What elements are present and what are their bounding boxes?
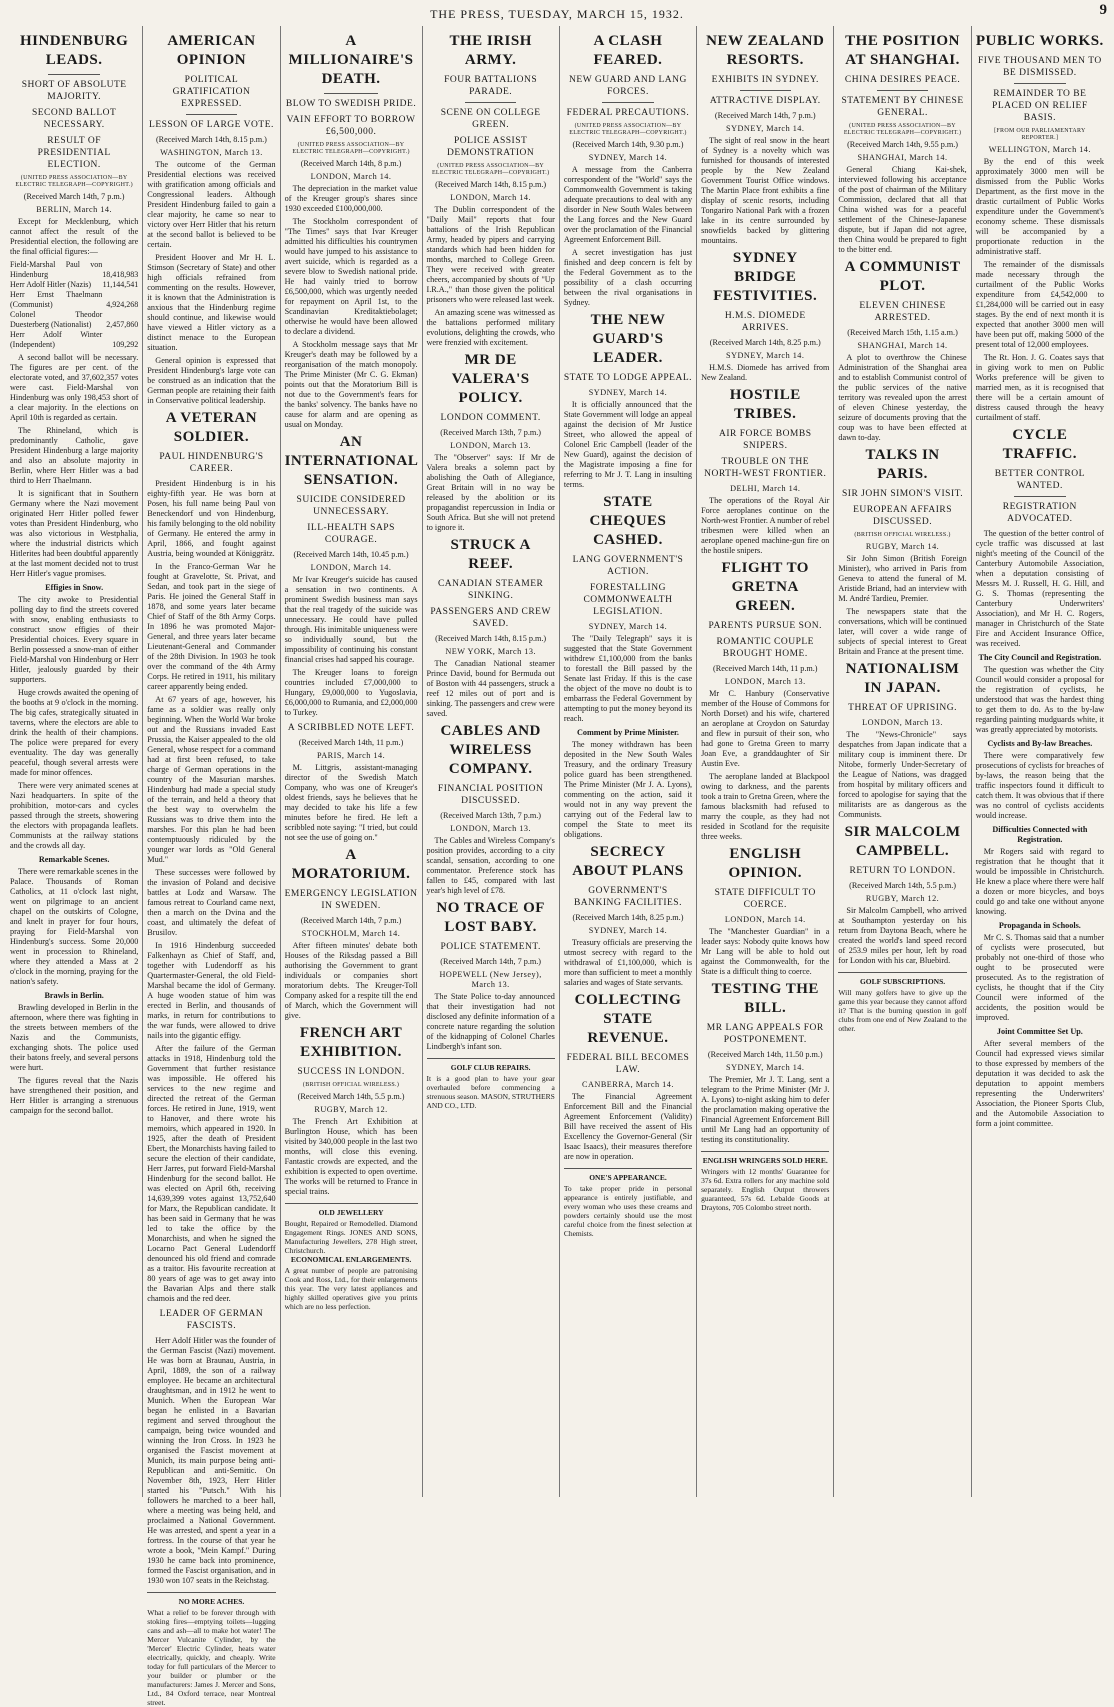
paragraph: The city awoke to Presidential polling day to find the streets covered with snow, enabling enthusiasts to construct snow effigies of their Presidential choices. Every square in Berlin possessed a snow-man of either Field-Marshal von Hindenburg or Herr Hitler, jealously guarded by their supporters. <box>10 595 139 684</box>
headline: A MORATORIUM. <box>291 847 411 882</box>
ad-title: GOLF SUBSCRIPTIONS. <box>859 977 946 986</box>
deck: LESSON OF LARGE VOTE. <box>149 120 274 130</box>
headline: NATIONALISM IN JAPAN. <box>845 661 960 696</box>
dateline: SYDNEY, March 14. <box>588 622 668 631</box>
paragraph: The question of the better control of cycle traffic was discussed at last night's meeting of the Council of the Canterbury Automobile Association, when a deputation consisting of Messrs M. J. Russell, H. G. Hill, and G. S. Thomas (representing the Canterbury Underwriters' Association), and Mr H. C. Rogers, manager in Christchurch of the State Fire and Accident Insurance Office, was received. <box>975 529 1104 648</box>
deck: SUCCESS IN LONDON. <box>297 1067 405 1077</box>
paragraph: The "Manchester Guardian" in a leader says: Nobody quite knows how Mr Lang will be able to hold out against the Commonwealth, for the State is a difficult thing to coerce. <box>701 927 830 976</box>
paragraph: General opinion is expressed that President Hindenburg's large vote can be construed as an indication that the German people are retaining their faith in Conservative political leadership. <box>147 356 276 405</box>
column-hindenburg <box>6 26 142 1497</box>
ad-text: It is a good plan to have your gear overhauled before commencing a strenuous season. MASON, STRUTHERS AND CO., LTD. <box>426 1074 555 1110</box>
column-public-works <box>971 26 1108 1497</box>
advertisement <box>838 972 966 1033</box>
deck: LEADER OF GERMAN FASCISTS. <box>159 1309 264 1331</box>
deck: LONDON COMMENT. <box>440 413 541 423</box>
wire-credit: (UNITED PRESS ASSOCIATION—BY ELECTRIC TELEGRAPH—COPYRIGHT.) <box>843 123 962 136</box>
deck: H.M.S. DIOMEDE ARRIVES. <box>724 311 806 333</box>
deck: SIR JOHN SIMON'S VISIT. <box>842 489 964 499</box>
paragraph: By the end of this week approximately 3000 men will be dismissed from the Public Works Department, as the first move in the drastic curtailment of Public Works expenditure under the Government's economy scheme. These dismissals will be accompanied by a proportionate reduction in the administrative staff. <box>975 157 1104 256</box>
headline: TALKS IN PARIS. <box>865 447 940 482</box>
deck: POLITICAL GRATIFICATION EXPRESSED. <box>172 75 251 109</box>
ad-text: A great number of people are patronising Cook and Ross, Ltd., for their enlargements this year. The very latest appliances and highly skilled operatives give you prints which are no less perfection. <box>284 1266 418 1311</box>
ad-title: ECONOMICAL ENLARGEMENTS. <box>290 1255 412 1264</box>
deck: MR LANG APPEALS FOR POSTPONEMENT. <box>706 1023 824 1045</box>
dateline: NEW YORK, March 13. <box>445 647 536 656</box>
paragraph: Herr Adolf Hitler was the founder of the German Fascist (Nazi) movement. He was born at Braunau, Austria, in April, 1889, the son of a railway employee. He became an architectural draughtsman, and in 1912 he went to Munich. When the European War began he enlisted in a Bavarian regiment and served throughout the campaign, being twice wounded and winning the Iron Cross. In 1923 he organised the Fascist movement at Munich, its main purpose being anti-Republican and anti-Semitic. On November 8th, 1923, Herr Hitler started his "Putsch." With his followers he marched to a beer hall, where a meeting was being held, and proclaimed a National Government. He was arrested, and spent a year in a fortress. In the course of that year he wrote a book, "Mein Kampf." During 1930 he came back into prominence, formed the Fascist organisation, and in 1930 won 107 seats in the Reichstag. <box>147 1336 276 1585</box>
wire-credit: (UNITED PRESS ASSOCIATION—BY ELECTRIC TELEGRAPH—COPYRIGHT.) <box>15 175 133 188</box>
deck: PASSENGERS AND CREW SAVED. <box>430 607 551 629</box>
headline: ENGLISH OPINION. <box>728 846 803 881</box>
received-line: (Received March 14th, 11.50 p.m.) <box>707 1050 823 1059</box>
deck: STATE DIFFICULT TO COERCE. <box>714 888 816 910</box>
headline: THE IRISH ARMY. <box>449 33 532 68</box>
paragraph: A second ballot will be necessary. The figures are per cent. of the electorate voted, and 37,602,357 votes were cast. Field-Marshal von Hindenburg was only 198,453 short of a clear majority. In the elections on April 10th is regarded as certain. <box>10 353 139 422</box>
dateline: RUGBY, March 12. <box>865 894 940 903</box>
ad-title: ONE'S APPEARANCE. <box>589 1173 667 1182</box>
dateline: WELLINGTON, March 14. <box>988 145 1091 154</box>
advertisement <box>564 1168 692 1238</box>
paragraph: The money withdrawn has been deposited in the New South Wales Treasury, and the ordinary Treasury police guard has been strengthened. The Prime Minister (Mr J. A. Lyons), commenting on the action, said it would not in any way prevent the carrying out of the Federal law to compel the State to meet its obligations. <box>563 740 693 839</box>
paragraph: Except for Mecklenburg, which cannot affect the result of the Presidential election, the following are the final official figures:— <box>10 217 139 256</box>
headline: THE POSITION AT SHANGHAI. <box>845 33 960 68</box>
received-line: (Received March 14th, 8.15 p.m.) <box>155 135 267 144</box>
deck: FEDERAL PRECAUTIONS. <box>566 108 690 118</box>
headline: FLIGHT TO GRETNA GREEN. <box>721 560 809 614</box>
masthead <box>0 0 1114 22</box>
column-american-opinion <box>142 26 279 1707</box>
headline: FRENCH ART EXHIBITION. <box>299 1025 403 1060</box>
headline: STRUCK A REEF. <box>450 537 531 572</box>
paragraph: These successes were followed by the invasion of Poland and decisive battles at Lodz and Warsaw. The famous retreat to Courland came next, then a march on the Dvina and the coast, and ultimately the defeat of Brusilov. <box>147 868 276 937</box>
candidate-name: Herr Adolf Hitler (Nazis) <box>10 280 92 289</box>
deck: SUICIDE CONSIDERED UNNECESSARY. <box>296 495 406 517</box>
headline: AMERICAN OPINION <box>167 33 256 68</box>
paragraph: The "News-Chronicle" says despatches from Japan indicate that a military coup is imminent there. Dr Nitobe, formerly Under-Secretary of the League of Nations, was dragged from hospital by military officers and forced to apologise for saying that the militarists are as dangerous as the Communists. <box>838 730 967 819</box>
deck: SECOND BALLOT NECESSARY. <box>31 108 117 130</box>
candidate-name: Field-Marshal Paul von Hindenburg <box>10 260 103 279</box>
paragraph: After fifteen minutes' debate both Houses of the Riksdag passed a Bill authorising the Government to grant individuals or companies short moratorium debts. The Kreuger-Toll Company asked for a respite till the end of March, which the Government will give. <box>284 941 418 1020</box>
divider <box>1014 496 1065 497</box>
received-line: (Received March 13th, 7 p.m.) <box>440 811 542 820</box>
received-line: (Received March 14th, 7 p.m.) <box>23 192 125 201</box>
subheading: Remarkable Scenes. <box>38 855 110 864</box>
paragraph: Treasury officials are preserving the utmost secrecy with regard to the withdrawal of £1,100,000, which is more than sufficient to meet a monthly salaries and wages of State servants. <box>563 938 693 987</box>
paragraph: The outcome of the German Presidential elections was received with gratification among officials and Congressional leaders. Although President Hindenburg failed to gain a clear majority, he came so near to victory over Herr Hitler that his return at the second ballot is believed to be certain. <box>147 160 276 249</box>
headline: HOSTILE TRIBES. <box>729 387 801 422</box>
paragraph: The "Observer" says: If Mr de Valera breaks a solemn pact by abolishing the Oath of Allegiance, Great Britain will in no way be released by the abolition or its propagandist repercussion in India or South Africa. But she will not pretend to ignore it. <box>426 453 555 532</box>
deck: REGISTRATION ADVOCATED. <box>1002 502 1077 524</box>
received-line: (Received March 14th, 7 p.m.) <box>440 957 542 966</box>
wire-credit: (UNITED PRESS ASSOCIATION—BY ELECTRIC TELEGRAPH—COPYRIGHT.) <box>292 142 410 155</box>
dateline: LONDON, March 13. <box>450 441 532 450</box>
subheading: Comment by Prime Minister. <box>576 728 679 737</box>
deck: POLICE ASSIST DEMONSTRATION <box>447 136 535 158</box>
deck: ROMANTIC COUPLE BROUGHT HOME. <box>716 637 814 659</box>
headline: A VETERAN SOLDIER. <box>165 410 258 445</box>
paragraph: Sir John Simon (British Foreign Minister), who arrived in Paris from Geneva to attend the funeral of M. Aristide Briand, had an interview with M. André Tardieu, Premier. <box>838 554 967 603</box>
received-line: (Received March 14th, 9.55 p.m.) <box>847 140 959 149</box>
dateline: SYDNEY, March 14. <box>588 153 668 162</box>
subheading: Difficulties Connected with Registration. <box>992 825 1088 844</box>
subheading: Effigies in Snow. <box>45 583 104 592</box>
dateline: CANBERRA, March 14. <box>582 1080 674 1089</box>
paragraph: The Stockholm correspondent of "The Times" says that Ivar Kreuger admitted his difficulties his countrymen would have jumped to his assistance to avert suicide, which is regarded as a severe blow to Swedish national pride. He had vainly tried to borrow £6,500,000, which was urgently needed for repayment on April 1st, to the Scandinavian Kreditaktiebolaget; otherwise he would have been allowed to declare a dividend. <box>284 217 418 336</box>
divider <box>465 102 516 103</box>
received-line: (Received March 14th, 11 p.m.) <box>298 738 404 747</box>
column-nz-resorts <box>696 26 833 1497</box>
dateline: LONDON, March 14. <box>310 172 392 181</box>
deck: CHINA DESIRES PEACE. <box>844 75 961 85</box>
headline: TESTING THE BILL. <box>711 981 819 1016</box>
subheading: Cyclists and By-law Breaches. <box>987 739 1093 748</box>
paragraph: The question was whether the City Council would consider a proposal for the registration of cyclists, he understood that was the hardest thing to get them to do. As to the by-law regarding painting mudguards white, it was greatly appreciated by motorists. <box>975 665 1104 734</box>
paragraph: The Rt. Hon. J. G. Coates says that in giving work to men on Public Works preference will be given to married men, as it is recognised that there will be a certain amount of distress caused through the heavy curtailment of staff. <box>975 353 1104 422</box>
paragraph: The depreciation in the market value of the Kreuger group's shares since 1930 exceeded £100,000,000. <box>284 184 418 213</box>
deck: A SCRIBBLED NOTE LEFT. <box>287 723 415 733</box>
dateline: BERLIN, March 14. <box>36 205 113 214</box>
divider <box>48 74 99 75</box>
paragraph: At 67 years of age, however, his fame as a soldier was really only beginning. When the World War broke out and the Russians invaded East Prussia, the Kaiser appealed to the old General, whose respect for a command had at first been refused, to take charge of German operations in the country of the Masurian marshes. Hindenburg had made a special study of the terrain, and held a theory that the best way to overwhelm the Russians was to drive them into the marshes. For this plan he had been contemptuously ridiculed by the younger war lords as "Old General Mud." <box>147 695 276 864</box>
masthead-title: THE PRESS, TUESDAY, MARCH 15, 1932. <box>430 7 684 21</box>
dateline: LONDON, March 13. <box>862 718 943 727</box>
paragraph: An amazing scene was witnessed as the battalions performed military evolutions, delighting the crowds, who were frenzied with excitement. <box>426 308 555 347</box>
paragraph: Sir Malcolm Campbell, who arrived at Southampton yesterday on his return from Daytona Beach, where he created the world's land speed record of 253.9 miles per hour, left by road for London with his car, Bluebird. <box>838 906 967 965</box>
wire-credit: [FROM OUR PARLIAMENTARY REPORTER.] <box>994 128 1086 141</box>
wire-credit: (BRITISH OFFICIAL WIRELESS.) <box>302 1082 400 1088</box>
column-clash-feared <box>559 26 696 1497</box>
vote-count: 18,418,983 <box>102 270 139 279</box>
headline: SECRECY ABOUT PLANS <box>572 844 684 879</box>
deck: THREAT OF UPRISING. <box>848 703 957 713</box>
paragraph: There were very animated scenes at Nazi headquarters. In spite of the prohibition, motor-cars and cycles passed through the streets, showering the electors with propaganda leaflets. Communists at the railway stations and the crowds all day. <box>10 781 139 850</box>
deck: RESULT OF PRESIDENTIAL ELECTION. <box>37 136 111 170</box>
paragraph: The sight of real snow in the heart of Sydney is a novelty which was furnished for thousands of interested people by the New Zealand Government Tourist Office windows. The Martin Place front exhibits a fine display of scenic resorts, including Tongariro National Park with a frozen lake in its centre surrounded by snowfields backed by glittering mountains. <box>701 136 830 245</box>
candidate-name: Herr Adolf Winter (Independent) <box>10 330 103 349</box>
advertisement <box>147 1592 275 1707</box>
table-row <box>10 310 138 330</box>
divider <box>1014 83 1065 84</box>
paragraph: Mr Rogers said with regard to registration that he thought that it would be impossible in Christchurch. He knew a place where there were half a dozen or more bicycles, and boys could go and take one without anyone knowing. <box>975 847 1104 916</box>
headline: STATE CHEQUES CASHED. <box>589 494 667 548</box>
received-line: (Received March 14th, 8.25 p.m.) <box>709 338 821 347</box>
dateline: SYDNEY, March 14. <box>588 388 668 397</box>
paragraph: The State Police to-day announced that their investigation had not disclosed any definite information of a concrete nature regarding the solution of the kidnapping of Colonel Charles Lindbergh's infant son. <box>426 992 555 1051</box>
headline: SYDNEY BRIDGE FESTIVITIES. <box>713 250 818 304</box>
paragraph: The operations of the Royal Air Force aeroplanes continue on the North-west Frontier. A number of rebel tribesmen were killed when an aeroplane opened machine-gun fire on the hostile snipers. <box>701 496 830 555</box>
paragraph: A Stockholm message says that Mr Kreuger's death may be followed by a reorganisation of the match monopoly. The Prime Minister (Mr C. G. Ekman) points out that the Moratorium Bill is not due to the Government's fears for the banks' solvency. The banks have no cause for alarm and are opening as usual on Monday. <box>284 340 418 429</box>
advertisement <box>427 1058 555 1110</box>
dateline: SYDNEY, March 14. <box>726 124 805 133</box>
paragraph: The Financial Agreement Enforcement Bill and the Financial Agreement Enforcement (Validity) Bill have received the assent of His Excellency the Governor-General (Sir Isaac Isaacs), their measures therefore are now in operation. <box>563 1092 693 1161</box>
dateline: WASHINGTON, March 13. <box>160 148 263 157</box>
received-line: (Received March 14th, 5.5 p.m.) <box>849 881 956 890</box>
received-line: (Received March 14th, 9.30 p.m.) <box>572 140 684 149</box>
headline: CABLES AND WIRELESS COMPANY. <box>440 723 541 777</box>
paragraph: The French Art Exhibition at Burlington House, which has been visited by 340,000 people in the last two months, will close this evening. Fantastic crowds are expected, and the exhibition is expected to open overtime. The works will be returned to France in special trains. <box>284 1117 418 1196</box>
deck: ELEVEN CHINESE ARRESTED. <box>859 301 946 323</box>
advertisement <box>285 1203 418 1311</box>
headline: PUBLIC WORKS. <box>975 33 1104 49</box>
deck: FEDERAL BILL BECOMES LAW. <box>566 1053 690 1075</box>
column-irish-army <box>422 26 559 1497</box>
deck: VAIN EFFORT TO BORROW £6,500,000. <box>286 115 416 137</box>
paragraph: A secret investigation has just finished and deep concern is felt by the Federal Government as to the possibility of a clash occurring between the rival organisations in Sydney. <box>563 248 693 307</box>
divider <box>740 90 791 91</box>
received-line: (Received March 14th, 8.25 p.m.) <box>572 913 684 922</box>
paragraph: The Cables and Wireless Company's position provides, according to a city scandal, sensation, according to one commentator. Preference stock has fallen to £45, compared with last year's high level of £78. <box>426 836 555 895</box>
ad-text: Wringers with 12 months' Guarantee for 37s 6d. Extra rollers for any machine sold separately. English Output throwers guaranteed, 57s 6d. Lebalde Goods at Draytons, 705 Colombo street north. <box>701 1167 830 1212</box>
dateline: PARIS, March 14. <box>316 751 386 760</box>
paragraph: President Hindenburg is in his eighty-fifth year. He was born at Posen, his full name being Paul von Beneckendorf und von Hindenburg, his family belonging to the old nobility of Germany. He entered the army in April, 1866, and fought against Austria, being wounded at Königgrätz. <box>147 479 276 558</box>
deck: STATEMENT BY CHINESE GENERAL. <box>841 96 964 118</box>
ad-text: To take proper pride in personal appearance is entirely justifiable, and every woman who uses these creams and powders certainly should use the most careful choice from the finest selection at Chemists. <box>563 1184 693 1238</box>
headline: AN INTERNATIONAL SENSATION. <box>284 434 419 488</box>
table-row <box>10 260 138 280</box>
poll-results-table <box>10 260 138 350</box>
paragraph: The Canadian National steamer Prince David, bound for Bermuda out of Boston with 44 passengers, struck a reef 12 miles out of port and is sinking. The passengers and crew were saved. <box>426 659 555 718</box>
subheading: The City Council and Registration. <box>978 653 1102 662</box>
received-line: (Received March 15th, 1.15 a.m.) <box>847 328 958 337</box>
columns <box>6 26 1108 1707</box>
paragraph: A plot to overthrow the Chinese Administration of the Shanghai area and to establish Communist control of the public services of the native territory was revealed upon the arrest of eleven Chinese yesterday, the seizure of documents proving that the coup was to have been effected at dawn to-day. <box>838 353 967 442</box>
deck: SHORT OF ABSOLUTE MAJORITY. <box>21 80 127 102</box>
deck: ATTRACTIVE DISPLAY. <box>709 96 821 106</box>
paragraph: After the failure of the German attacks in 1918, Hindenburg told the Government that further resistance was impossible. He offered his services to the new regime and directed the retreat of the German forces. He retired in June, 1919, went to Hanover, and there wrote his memoirs, which appeared in 1920. In 1925, after the death of President Ebert, the Monarchists having failed to secure the election of their candidate, Herr Jarres, put forward Field-Marshal Hindenburg for the second ballot. He was elected on April 6th, receiving 14,639,399 votes against 13,752,640 for Marx, the Republican candidate. It has been said in Germany that he was led to take the office by the Monarchists, and when he signed the Locarno Pact General Ludendorff denounced his old friend and comrade as a traitor. His favourite recreation at 80 years of age was to get away into the Bavarian Alps and there stalk chamois and the red deer. <box>147 1044 276 1303</box>
divider <box>602 102 653 103</box>
paragraph: The Dublin correspondent of the "Daily Mail" reports that four battalions of the Irish Republican Army, headed by pipers and carrying standards which had been hidden for months, marched to College Green. They were received with greater cheers, accompanied by shouts of "Up I.R.A.," than those given the political prisoners who were released last week. <box>426 205 555 304</box>
vote-count: 2,457,860 <box>106 320 139 329</box>
headline: CYCLE TRAFFIC. <box>1002 427 1078 462</box>
paragraph: After several members of the Council had expressed views similar to those expressed by members of the deputation it was decided to ask the deputation to appoint members representing the Underwriters' Association, the Pioneer Sports Club, and the Automobile Association to form a joint committee. <box>975 1039 1104 1128</box>
page-number: 9 <box>1099 2 1108 18</box>
dateline: LONDON, March 14. <box>450 193 532 202</box>
deck: EXHIBITS IN SYDNEY. <box>711 75 819 85</box>
deck: FOUR BATTALIONS PARADE. <box>444 75 538 97</box>
deck: SCENE ON COLLEGE GREEN. <box>440 108 541 130</box>
received-line: (Received March 13th, 7 p.m.) <box>440 428 542 437</box>
headline: NEW ZEALAND RESORTS. <box>706 33 825 68</box>
deck: STATE TO LODGE APPEAL. <box>563 373 693 383</box>
headline: A CLASH FEARED. <box>593 33 663 68</box>
received-line: (Received March 14th, 7 p.m.) <box>714 111 816 120</box>
deck: EMERGENCY LEGISLATION IN SWEDEN. <box>284 889 418 911</box>
subheading: Propaganda in Schools. <box>998 921 1081 930</box>
dateline: RUGBY, March 14. <box>865 542 940 551</box>
paragraph: Mr Ivar Kreuger's suicide has caused a sensation in two continents. A prominent Swedish business man says that the real tragedy of the suicide was unnecessary. He could have pulled through. His inimitable uniqueness were so individually sound, but the impossibility of continuing his constant financial crises had sapped his courage. <box>284 575 418 664</box>
column-shanghai <box>833 26 970 1497</box>
headline: SIR MALCOLM CAMPBELL. <box>844 824 961 859</box>
paragraph: It is officially announced that the State Government will lodge an appeal against the decision of Mr Justice Street, who allowed the appeal of Colonel Eric Campbell (leader of the New Guard), against the decision of the Magistrate imposing a fine for referring to Mr J. T. Lang in insulting terms. <box>563 400 693 489</box>
candidate-name: Colonel Theodor Duesterberg (Nationalist) <box>10 310 103 329</box>
dateline: RUGBY, March 12. <box>314 1105 388 1114</box>
subheading: Joint Committee Set Up. <box>996 1027 1083 1036</box>
dateline: STOCKHOLM, March 14. <box>301 929 401 938</box>
dateline: SHANGHAI, March 14. <box>857 341 948 350</box>
dateline: HOPEWELL (New Jersey), March 13. <box>439 970 542 989</box>
headline: A COMMUNIST PLOT. <box>844 259 961 294</box>
paragraph: The "Daily Telegraph" says it is suggested that the State Government withdrew £1,100,000 from the banks to forestall the Bill passed by the Senate last Friday. If this is the case the object of the move no doubt is to embarrass the Federal Government by attempting to put the money beyond its reach. <box>563 634 693 723</box>
dateline: SYDNEY, March 14. <box>726 1063 805 1072</box>
deck: AIR FORCE BOMBS SNIPERS. <box>719 429 812 451</box>
dateline: LONDON, March 14. <box>724 915 806 924</box>
deck: LANG GOVERNMENT'S ACTION. <box>572 555 684 577</box>
deck: CANADIAN STEAMER SINKING. <box>437 579 544 601</box>
divider <box>324 93 377 94</box>
dateline: LONDON, March 13. <box>724 677 806 686</box>
deck: FIVE THOUSAND MEN TO BE DISMISSED. <box>977 56 1102 78</box>
paragraph: Mr C. Hanbury (Conservative member of the House of Commons for North Dorset) and his wife, chartered an aeroplane at Croydon on Saturday and flew in pursuit of their son, who had gone to Gretna Green to marry Joan Eve, a granddaughter of Sir Austin Eve. <box>701 689 830 768</box>
paragraph: A message from the Canberra correspondent of the "World" says the Commonwealth Government is taking adequate precautions to deal with any disorder in New South Wales between the Lang forces and the New Guard over the proclamation of the Financial Agreement Enforcement Bill. <box>563 165 693 244</box>
paragraph: President Hoover and Mr H. L. Stimson (Secretary of State) and other high officials refrained from commenting on the results. However, it is known that the Administration is anxious that the Hindenburg regime should continue, and likewise would have viewed a Hitler victory as a distinct menace to the European situation. <box>147 253 276 352</box>
headline: COLLECTING STATE REVENUE. <box>574 992 682 1046</box>
headline: THE NEW GUARD'S LEADER. <box>590 312 666 366</box>
divider <box>877 90 928 91</box>
received-line: (Received March 14th, 8.15 p.m.) <box>435 180 547 189</box>
headline: HINDENBURG LEADS. <box>19 33 129 68</box>
paragraph: The aeroplane landed at Blackpool owing to darkness, and the parents took a train to Gretna Green, where the famous blacksmith had refused to marry the couple, as they had not resided in Scotland for the requisite three weeks. <box>701 772 830 841</box>
deck: POLICE STATEMENT. <box>440 942 541 952</box>
ad-title: NO MORE ACHES. <box>178 1597 245 1606</box>
vote-count: 4,924,268 <box>106 300 139 309</box>
paragraph: General Chiang Kai-shek, interviewed following his acceptance of the post of chairman of the Military Commission, declared that all that China wished was for a peaceful settlement of the Chinese-Japanese dispute, but if Japan did not agree, then China would be prepared to fight to the bitter end. <box>838 165 967 254</box>
headline: MR DE VALERA'S POLICY. <box>451 352 530 406</box>
deck: BLOW TO SWEDISH PRIDE. <box>285 99 417 109</box>
paragraph: Mr C. S. Thomas said that a number of cyclists were prosecuted, but probably not one-third of those who ought to be prosecuted were prosecuted. As to the registration of cyclists, he thought that if the City Council were informed of the accidents, the position would be improved. <box>975 933 1104 1022</box>
vote-count: 109,292 <box>112 340 139 349</box>
ad-title: ENGLISH WRINGERS SOLD HERE. <box>702 1156 828 1165</box>
deck: PAUL HINDENBURG'S CAREER. <box>159 452 264 474</box>
received-line: (Received March 14th, 8.15 p.m.) <box>435 634 547 643</box>
deck: FORESTALLING COMMONWEALTH LEGISLATION. <box>583 583 673 617</box>
candidate-name: Herr Ernst Thaelmann (Communist) <box>10 290 103 309</box>
dateline: SYDNEY, March 14. <box>726 351 805 360</box>
received-line: (Received March 14th, 7 p.m.) <box>300 916 402 925</box>
wire-credit: (UNITED PRESS ASSOCIATION—BY ELECTRIC TELEGRAPH—COPYRIGHT.) <box>569 123 687 136</box>
dateline: SHANGHAI, March 14. <box>857 153 948 162</box>
dateline: LONDON, March 13. <box>450 824 532 833</box>
paragraph: There were remarkable scenes in the Palace. Thousands of Roman Catholics, at 11 o'clock last night, went on pilgrimage to an ancient chapel on the outskirts of Cologne, and knelt in prayer for four hours, praying for Field-Marshal von Hindenburg's success. Some 20,000 went in procession to Rhineland, where they attended a Mass at 2 o'clock in the morning, praying for the nation's safety. <box>10 867 139 986</box>
paragraph: H.M.S. Diomede has arrived from New Zealand. <box>701 363 830 382</box>
paragraph: The figures reveal that the Nazis have strengthened their position, and Herr Hitler is arranging a strenuous campaign for the second ballot. <box>10 1076 139 1115</box>
received-line: (Received March 14th, 11 p.m.) <box>713 664 818 673</box>
paragraph: The newspapers state that the conversations, which will be continued later, will cover a wide range of subjects of special interest to Great Britain and France at the present time. <box>838 607 967 656</box>
ad-title: GOLF CLUB REPAIRS. <box>450 1063 531 1072</box>
dateline: SYDNEY, March 14. <box>588 926 668 935</box>
column-millionaire <box>280 26 422 1497</box>
table-row <box>10 280 138 290</box>
paragraph: There were comparatively few prosecutions of cyclists for breaches of by-laws, the reason being that the traffic inspectors found it difficult to catch them. It was obvious that if there was no control of cyclists accidents would increase. <box>975 751 1104 820</box>
deck: BETTER CONTROL WANTED. <box>994 469 1085 491</box>
paragraph: In the Franco-German War he fought at Gravelotte, St. Privat, and Sedan, and took part in the siege of Paris. He joined the General Staff in 1878, and some years later became Chief of Staff of the 8th Army Corps. In 1896 he was promoted Major-General, and three years later became Lieutenant-General and Commander of the 28th Division. In 1903 he took over the command of the 4th Army Corps. He retired in 1911, his military career apparently being ended. <box>147 562 276 691</box>
received-line: (Received March 14th, 10.45 p.m.) <box>293 550 409 559</box>
divider <box>186 114 237 115</box>
deck: NEW GUARD AND LANG FORCES. <box>569 75 687 97</box>
paragraph: It is significant that in Southern Germany where the Nazi movement originated Herr Hitler polled fewer votes than President Hindenburg, who was also victorious in Westphalia, where the industrial districts which Hitlerites had been doubtful apparently at the last moment decided not to trust Herr Hitler's vague promises. <box>10 489 139 578</box>
deck: GOVERNMENT'S BANKING FACILITIES. <box>573 886 682 908</box>
headline: NO TRACE OF LOST BABY. <box>436 900 545 935</box>
ad-text: Bought, Repaired or Remodelled. Diamond Engagement Rings. JONES AND SONS, Manufacturing Jewellers, 278 High street, Christchurch. <box>284 1219 418 1255</box>
deck: REMAINDER TO BE PLACED ON RELIEF BASIS. <box>992 89 1088 123</box>
vote-count: 11,144,541 <box>102 280 139 289</box>
paragraph: The Kreuger loans to foreign countries included £7,000,000 to Hungary, £9,000,000 to Yugoslavia, £6,000,000 to Rumania, and £2,000,000 to Turkey. <box>284 668 418 717</box>
paragraph: The Premier, Mr J. T. Lang, sent a telegram to the Prime Minister (Mr J. A. Lyons) to-night asking him to defer the proclamation making operative the Financial Agreement Enforcement Bill until Mr Lang had an opportunity of testing its constitutionality. <box>701 1075 830 1144</box>
paragraph: Brawling developed in Berlin in the afternoon, where there was fighting in the streets between members of the Nazis and the Communists, exchanging shots. The police used their batons freely, and several persons were hurt. <box>10 1003 139 1072</box>
wire-credit: (BRITISH OFFICIAL WIRELESS.) <box>854 532 951 538</box>
wire-credit: (UNITED PRESS ASSOCIATION—BY ELECTRIC TELEGRAPH—COPYRIGHT.) <box>431 163 550 176</box>
received-line: (Received March 14th, 5.5 p.m.) <box>297 1092 405 1101</box>
paragraph: Huge crowds awaited the opening of the booths at 9 o'clock in the morning. The big cafes, strategically situated in taverns, where the electors are able to drink the health of their champions. The police were prepared for every eventuality. The day was generally peaceful, though several arrests were made for minor offences. <box>10 688 139 777</box>
deck: RETURN TO LONDON. <box>849 866 956 876</box>
paragraph: The remainder of the dismissals made necessary through the curtailment of the Public Works expenditure from £4,542,000 to £1,284,000 will be carried out in easy stages. By the end of next month it is expected that another 3000 men will have been put off, making 5000 of the present total of 12,000 employees. <box>975 260 1104 349</box>
deck: TROUBLE ON THE NORTH-WEST FRONTIER. <box>704 457 827 479</box>
deck: EUROPEAN AFFAIRS DISCUSSED. <box>853 505 952 527</box>
ad-title: OLD JEWELLERY <box>318 1208 384 1217</box>
deck: PARENTS PURSUE SON. <box>708 621 822 631</box>
subheading: Brawls in Berlin. <box>44 991 104 1000</box>
ad-text: What a relief to be forever through with stoking fires—emptying toilets—lugging cans and ash—all to make hot water! The Mercer Vulcanite Cylinder, by the 'Mercer' Electric Cylinder, heats water electrically, quickly, and cheaply. Write today for full particulars of the Mercer to your builder or plumber or the manufacturers: James J. Mercer and Sons, Ltd., 84 Oxford terrace, near Montreal street. <box>147 1608 276 1707</box>
deck: ILL-HEALTH SAPS COURAGE. <box>307 523 395 545</box>
dateline: DELHI, March 14. <box>730 484 801 493</box>
deck: FINANCIAL POSITION DISCUSSED. <box>437 784 544 806</box>
advertisement <box>701 1151 829 1212</box>
received-line: (Received March 14th, 8 p.m.) <box>300 159 402 168</box>
paragraph: The Rhineland, which is predominantly Catholic, gave President Hindenburg a large majority and also an absolute majority in Berlin, where Herr Hitler was a bad third to Herr Thaelmann. <box>10 426 139 485</box>
dateline: LONDON, March 14. <box>310 563 392 572</box>
table-row <box>10 290 138 310</box>
ad-text: Will many golfers have to give up the game this year because they cannot afford it? That is the burning question in golf clubs from one end of New Zealand to the other. <box>838 988 967 1033</box>
headline: A MILLIONAIRE'S DEATH. <box>288 33 414 87</box>
paragraph: In 1916 Hindenburg succeeded Falkenhayn as Chief of Staff, and, together with Ludendorff as his Quartermaster-General, the old Field-Marshal became the idol of Germany. A huge wooden statue of him was erected in Berlin, and thousands of marks, in return for contributions to the war funds, were allowed to drive nails into the gigantic effigy. <box>147 941 276 1040</box>
paragraph: M. Littgris, assistant-managing director of the Swedish Match Company, who was one of Kreuger's oldest friends, says he believes that he may decided to take his life a few minutes before he fired. He left a scribbled note saying: "I tried, but could not see the use of going on." <box>284 763 418 842</box>
table-row <box>10 330 138 350</box>
